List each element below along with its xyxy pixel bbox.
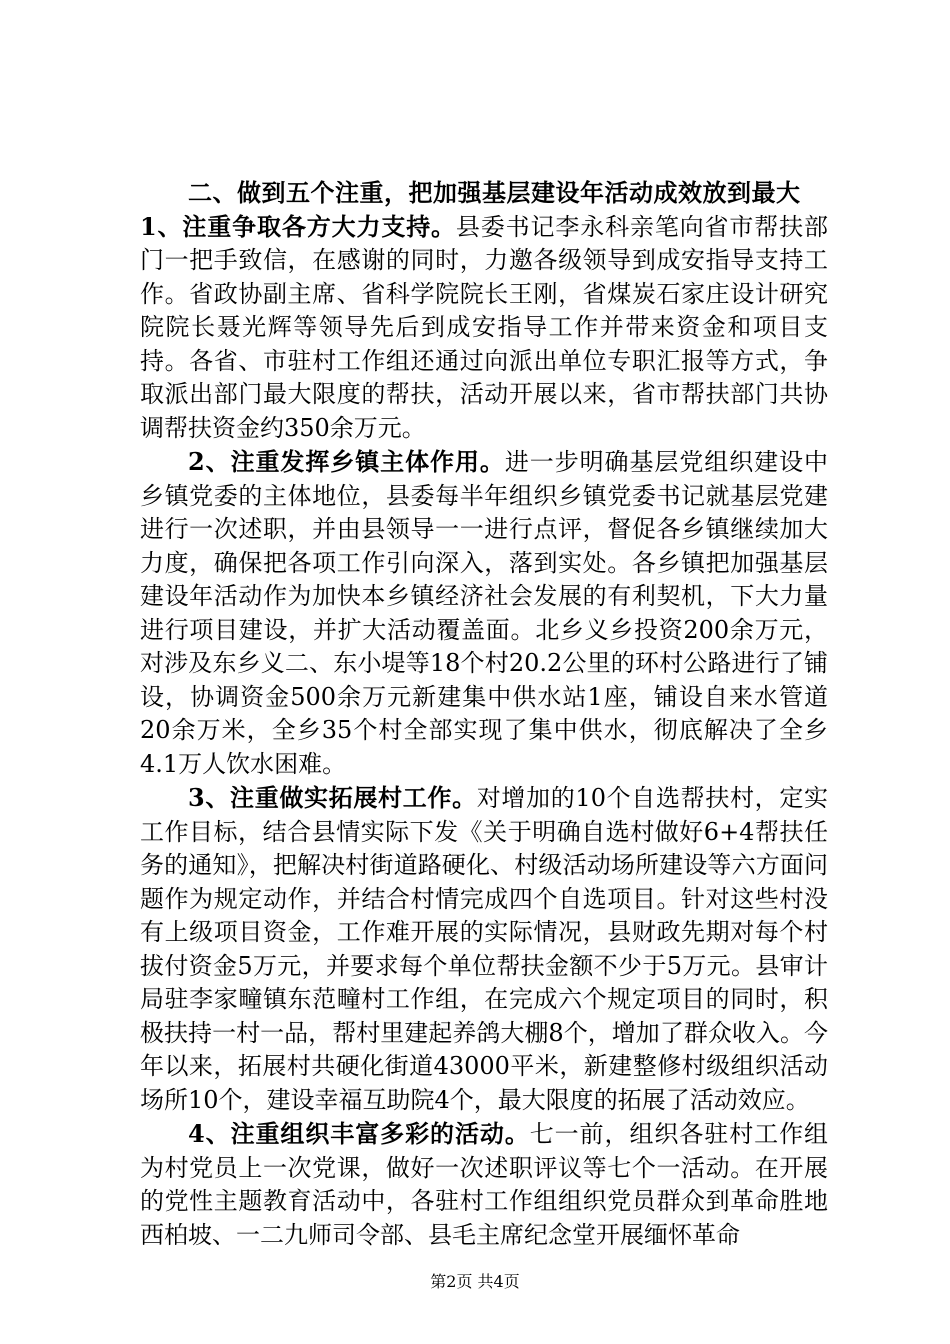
paragraph-4-body: 七一前，组织各驻村工作组为村党员上一次党课，做好一次述职评议等七个一活动。在开展的党性主题教育活动中，各驻村工作组组织党员群众到革命胜地西柏坡、一二九师司令部、县毛主席纪念堂开展缅怀革命 — [140, 1120, 828, 1249]
page-footer: 第2页 共4页 — [430, 1272, 520, 1291]
document-body — [140, 176, 828, 1252]
paragraph-1 — [140, 210, 828, 446]
paragraph-4-lead: 4、注重组织丰富多彩的活动。 — [188, 1119, 530, 1148]
paragraph-3-lead: 3、注重做实拓展村工作。 — [188, 783, 477, 812]
paragraph-1-lead: 1、注重争取各方大力支持。 — [140, 211, 456, 241]
paragraph-2-body: 进一步明确基层党组织建设中乡镇党委的主体地位，县委每半年组织乡镇党委书记就基层党建进行一次述职，并由县领导一一进行点评，督促各乡镇继续加大力度，确保把各项工作引向深入，落到实处。各乡镇把加强基层建设年活动作为加快本乡镇经济社会发展的有利契机，下大力量进行项目建设，并扩大活动覆盖面。北乡义乡投资200余万元，对涉及东乡义二、东小堤等18个村20.2公里的环村公路进行了铺设，协调资金500余万元新建集中供水站1座，铺设自来水管道20余万米，全乡35个村全部实现了集中供水，彻底解决了全乡4.1万人饮水困难。 — [140, 448, 829, 778]
paragraph-3-body: 对增加的10个自选帮扶村，定实工作目标，结合县情实际下发《关于明确自选村做好6+4帮扶任务的通知》，把解决村街道路硬化、村级活动场所建设等六方面问题作为规定动作，并结合村情完成四个自选项目。针对这些村没有上级项目资金，工作难开展的实际情况，县财政先期对每个村拔付资金5万元，并要求每个单位帮扶金额不少于5万元。县审计局驻李家疃镇东范疃村工作组，在完成六个规定项目的同时，积极扶持一村一品，帮村里建起养鸽大棚8个，增加了群众收入。今年以来，拓展村共硬化街道43000平米，新建整修村级组织活动场所10个，建设幸福互助院4个，最大限度的拓展了活动效应。 — [140, 784, 828, 1114]
paragraph-2-lead: 2、注重发挥乡镇主体作用。 — [188, 447, 505, 476]
paragraph-2 — [140, 445, 828, 781]
paragraph-3 — [140, 781, 828, 1117]
paragraph-4 — [140, 1117, 828, 1252]
paragraph-1-body: 县委书记李永科亲笔向省市帮扶部门一把手致信，在感谢的同时，力邀各级领导到成安指导支持工作。省政协副主席、省科学院院长王刚，省煤炭石家庄设计研究院院长聂光辉等领导先后到成安指导工作并带来资金和项目支持。各省、市驻村工作组还通过向派出单位专职汇报等方式，争取派出部门最大限度的帮扶，活动开展以来，省市帮扶部门共协调帮扶资金约350余万元。 — [140, 212, 829, 442]
section-heading: 二、做到五个注重，把加强基层建设年活动成效放到最大 — [188, 178, 801, 207]
